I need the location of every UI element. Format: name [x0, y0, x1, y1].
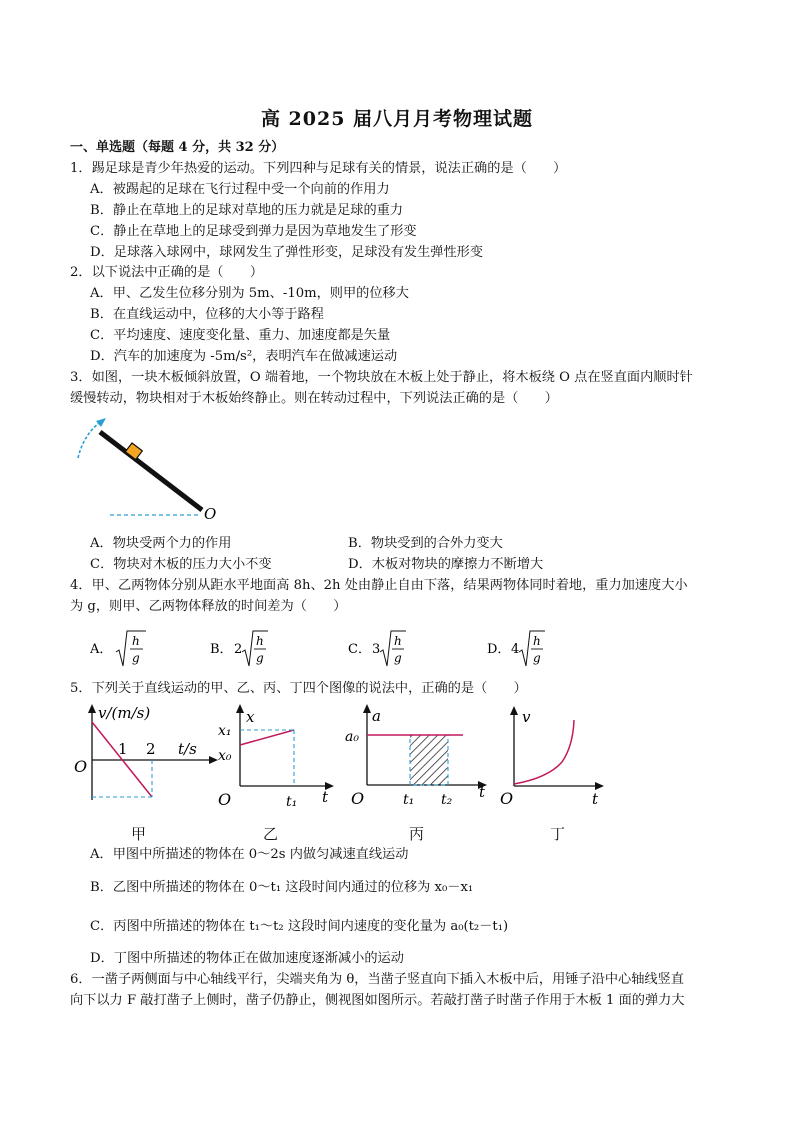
- q4-option-d: [487, 628, 547, 674]
- q3-option-d: D．木板对物块的摩擦力不断增大: [348, 557, 544, 572]
- section-heading: 一、单选题（每题 4 分，共 32 分）: [70, 140, 285, 155]
- block: [125, 443, 142, 460]
- svg-text:g: g: [533, 651, 541, 665]
- svg-text:t₁: t₁: [286, 794, 298, 810]
- svg-text:B．: B．: [210, 642, 233, 657]
- q3-stem-line1: 3．如图，一块木板倾斜放置，O 端着地，一个物块放在木板上处于静止，将木板绕 O 点在竖直面内顺时针: [70, 370, 693, 385]
- q2-option-a: A．甲、乙发生位移分别为 5m、-10m，则甲的位移大: [90, 286, 409, 301]
- svg-text:1: 1: [118, 740, 128, 758]
- svg-text:C．: C．: [348, 642, 371, 657]
- svg-text:g: g: [132, 651, 140, 665]
- q4-stem-line1: 4．甲、乙两物体分别从距水平地面高 8h、2h 处由静止自由下落，结果两物体同时着地，重力加速度大小: [70, 578, 688, 593]
- graph-ding: [498, 700, 608, 810]
- svg-text:t: t: [322, 788, 329, 806]
- rotation-arrowhead-icon: [96, 418, 106, 427]
- svg-text:t: t: [592, 790, 599, 808]
- q2-option-c: C．平均速度、速度变化量、重力、加速度都是矢量: [90, 328, 391, 343]
- svg-text:h: h: [533, 634, 541, 648]
- svg-text:h: h: [132, 634, 140, 648]
- svg-text:x₁: x₁: [218, 723, 232, 739]
- wooden-board: [100, 432, 202, 510]
- q3-incline-figure: [70, 415, 240, 525]
- q5-option-c: C．丙图中所描述的物体在 t₁～t₂ 这段时间内速度的变化量为 a₀(t₂－t₁): [90, 919, 509, 934]
- q6-stem-line1: 6．一凿子两侧面与中心轴线平行，尖端夹角为 θ，当凿子竖直向下插入木板中后，用锤子沿中心轴线竖直: [70, 972, 684, 987]
- svg-text:a₀: a₀: [345, 729, 359, 745]
- q1-option-c: C．静止在草地上的足球受到弹力是因为草地发生了形变: [90, 224, 417, 239]
- svg-text:t₂: t₂: [441, 792, 453, 808]
- svg-text:O: O: [74, 757, 88, 776]
- q4-option-b: [210, 628, 270, 674]
- svg-text:t/s: t/s: [178, 740, 197, 758]
- svg-text:g: g: [256, 651, 264, 665]
- rotation-arrow: [78, 421, 102, 458]
- svg-text:O: O: [218, 790, 232, 809]
- svg-text:t₁: t₁: [403, 792, 415, 808]
- velocity-curve: [514, 720, 574, 784]
- graph-jia-caption: 甲: [131, 825, 147, 843]
- svg-text:O: O: [351, 789, 365, 808]
- svg-text:O: O: [500, 789, 514, 808]
- svg-text:a: a: [372, 707, 381, 725]
- q3-option-b: B．物块受到的合外力变大: [348, 536, 503, 551]
- graph-yi: [212, 700, 342, 810]
- q3-option-a: A．物块受两个力的作用: [90, 536, 232, 551]
- svg-text:g: g: [394, 651, 402, 665]
- q2-option-b: B．在直线运动中，位移的大小等于路程: [90, 307, 324, 322]
- q2-option-d: D．汽车的加速度为 -5m/s²，表明汽车在做减速运动: [90, 349, 398, 364]
- q4-stem-line2: 为 g，则甲、乙两物体释放的时间差为（ ）: [70, 599, 347, 614]
- hatched-area: [410, 735, 448, 785]
- svg-text:A．: A．: [90, 642, 113, 657]
- svg-text:3: 3: [372, 642, 381, 657]
- svg-text:2: 2: [234, 642, 243, 657]
- svg-text:D．: D．: [487, 642, 511, 657]
- graph-bing-caption: 丙: [409, 825, 425, 843]
- svg-text:v: v: [522, 708, 531, 726]
- q1-option-a: A．被踢起的足球在飞行过程中受一个向前的作用力: [90, 182, 390, 197]
- q3-stem-line2: 缓慢转动，物块相对于木板始终静止。则在转动过程中，下列说法正确的是（ ）: [70, 391, 558, 406]
- svg-text:4: 4: [511, 642, 520, 657]
- graph-bing: [345, 700, 495, 810]
- q5-option-b: B．乙图中所描述的物体在 0～t₁ 这段时间内通过的位移为 x₀－x₁: [90, 880, 474, 895]
- q5-option-a: A．甲图中所描述的物体在 0～2s 内做匀减速直线运动: [90, 847, 409, 862]
- graph-jia: [70, 700, 220, 810]
- svg-text:h: h: [256, 634, 264, 648]
- svg-text:h: h: [394, 634, 402, 648]
- graph-ding-caption: 丁: [550, 825, 566, 843]
- q1-option-b: B．静止在草地上的足球对草地的压力就是足球的重力: [90, 203, 404, 218]
- pivot-label: O: [204, 505, 217, 523]
- q1-stem: 1．踢足球是青少年热爱的运动。下列四种与足球有关的情景，说法正确的是（ ）: [70, 161, 567, 176]
- svg-text:x: x: [246, 708, 255, 726]
- page-title: 高 2025 届八月月考物理试题: [260, 108, 534, 130]
- q3-option-c: C．物块对木板的压力大小不变: [90, 557, 272, 572]
- svg-text:t: t: [479, 783, 486, 801]
- q4-option-a: [90, 628, 150, 674]
- q5-stem: 5．下列关于直线运动的甲、乙、丙、丁四个图像的说法中，正确的是（ ）: [70, 681, 527, 696]
- q6-stem-line2: 向下以力 F 敲打凿子上侧时，凿子仍静止，侧视图如图所示。若敲打凿子时凿子作用于木板 1 面的弹力大: [70, 993, 685, 1008]
- q2-stem: 2．以下说法中正确的是（ ）: [70, 265, 264, 280]
- q5-option-d: D．丁图中所描述的物体正在做加速度逐渐减小的运动: [90, 951, 404, 966]
- svg-text:v/(m/s): v/(m/s): [98, 704, 151, 722]
- q4-option-c: [348, 628, 408, 674]
- q1-option-d: D．足球落入球网中，球网发生了弹性形变，足球没有发生弹性形变: [90, 245, 484, 260]
- graph-yi-caption: 乙: [263, 825, 279, 843]
- position-line: [240, 730, 294, 745]
- svg-text:2: 2: [146, 740, 156, 758]
- svg-text:x₀: x₀: [218, 748, 232, 764]
